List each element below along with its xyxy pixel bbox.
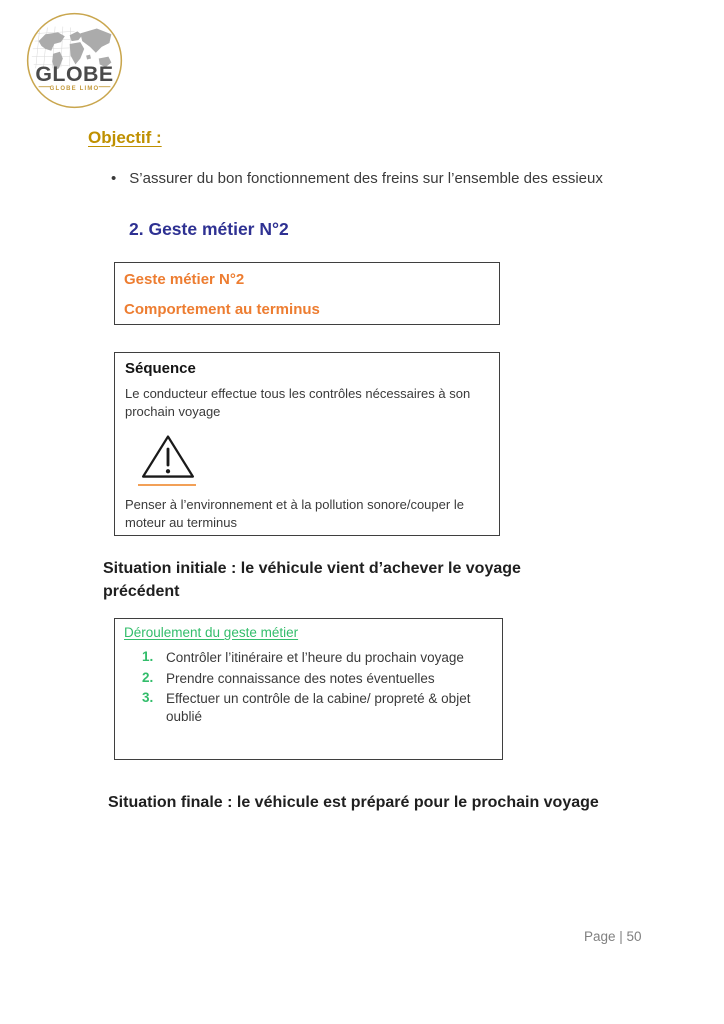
section-heading: 2. Geste métier N°2 <box>129 219 289 239</box>
globe-logo-graphic <box>26 12 123 109</box>
sequence-box <box>114 352 500 536</box>
logo-wordmark: GLOBE <box>35 61 114 86</box>
list-item-text: Prendre connaissance des notes éventuelles <box>166 670 435 686</box>
list-item-number: 2. <box>142 669 154 685</box>
list-item-number: 1. <box>142 649 154 664</box>
objectif-heading: Objectif : <box>88 128 162 147</box>
list-item <box>124 690 493 725</box>
sequence-paragraph-2: Penser à l’environnement et à la pollution sonore/couper le moteur au terminus <box>125 496 464 530</box>
situation-initiale-text: Situation initiale : le véhicule vient d’achever le voyage précédent <box>103 560 521 601</box>
objective-bullet-text: S’assurer du bon fonctionnement des freins sur l’ensemble des essieux <box>129 170 603 187</box>
deroulement-steps-list <box>124 649 493 725</box>
objective-bullet-item <box>111 168 623 190</box>
situation-finale-text: Situation finale : le véhicule est préparé pour le prochain voyage <box>108 794 599 811</box>
list-item <box>124 670 493 688</box>
logo-subtitle: GLOBE LIMO <box>49 86 100 93</box>
sequence-paragraph-1: Le conducteur effectue tous les contrôles nécessaires à son prochain voyage <box>125 386 471 419</box>
deroulement-heading: Déroulement du geste métier <box>124 625 299 640</box>
list-item <box>124 649 493 667</box>
globe-limo-logo <box>26 12 123 109</box>
list-item-text: Contrôler l’itinéraire et l’heure du prochain voyage <box>166 650 464 665</box>
gesture-box-line2: Comportement au terminus <box>124 301 320 319</box>
bullet-dot: • <box>111 170 117 187</box>
list-item-text: Effectuer un contrôle de la cabine/ propreté & objet oublié <box>166 691 471 724</box>
sequence-heading: Séquence <box>125 360 196 377</box>
deroulement-box <box>114 618 503 760</box>
list-item-number: 3. <box>142 690 154 706</box>
page-number: Page | 50 <box>584 929 642 944</box>
orange-divider <box>138 484 196 486</box>
gesture-box-line1: Geste métier N°2 <box>124 271 245 288</box>
warning-triangle-icon <box>139 433 197 481</box>
gesture-title-box <box>114 262 500 325</box>
